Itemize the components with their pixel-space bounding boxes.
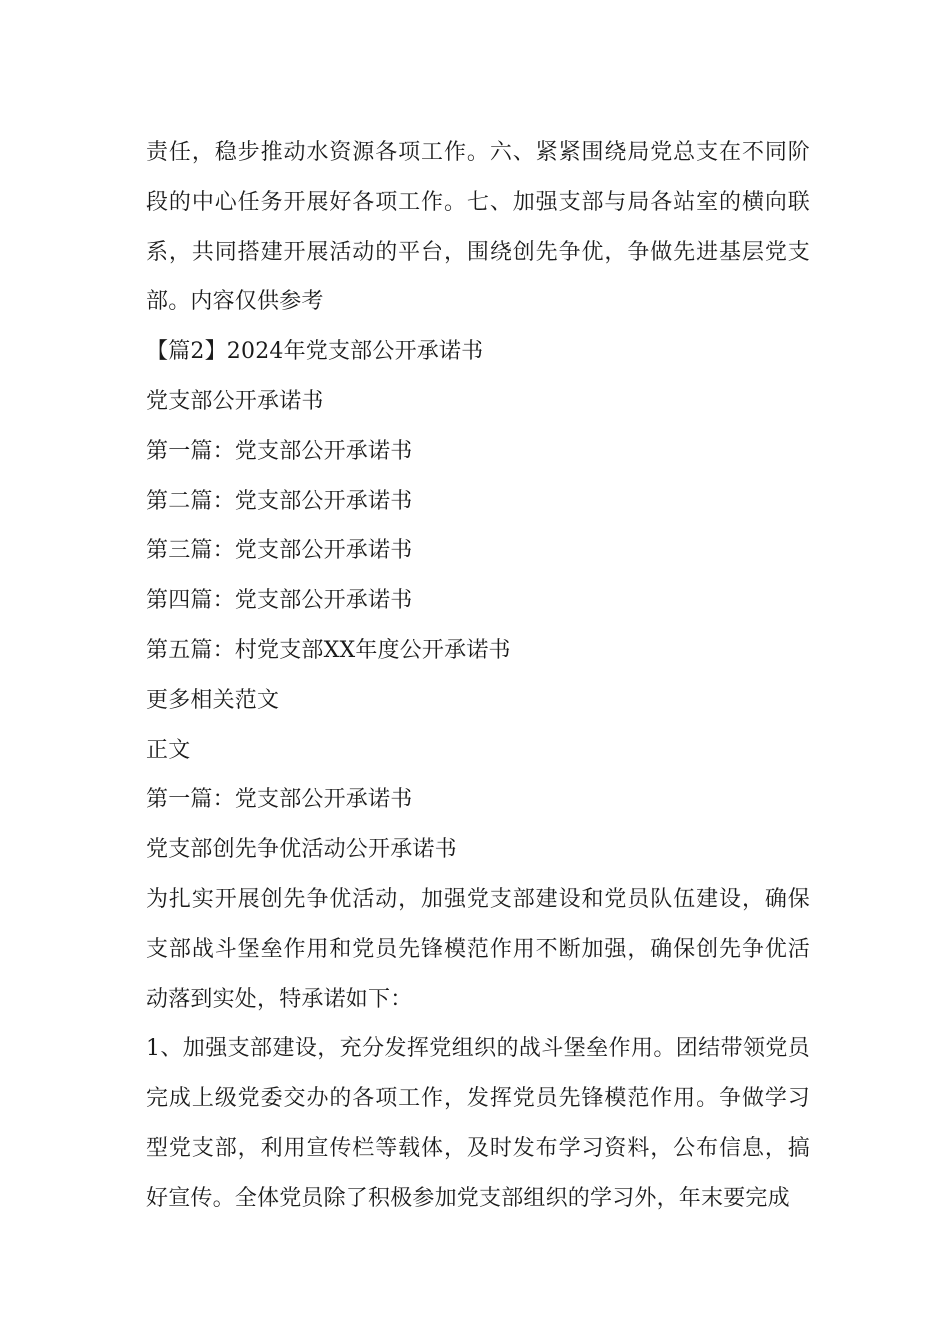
toc-item-1: 第一篇：党支部公开承诺书 [146, 438, 413, 464]
section-heading: 【篇2】2024年党支部公开承诺书 [146, 339, 484, 365]
toc-item-2: 第二篇：党支部公开承诺书 [146, 488, 413, 514]
intro-paragraph: 责任，稳步推动水资源各项工作。六、紧紧围绕局党总支在不同阶段的中心任务开展好各项工作。七、加强支部与局各站室的横向联系，共同搭建开展活动的平台，围绕创先争优，争做先进基层党支部。内容仅供参考 [146, 140, 810, 315]
document-title: 党支部公开承诺书 [146, 388, 324, 414]
first-article-heading: 第一篇：党支部公开承诺书 [146, 787, 413, 813]
item-1-paragraph: 1、加强支部建设，充分发挥党组织的战斗堡垒作用。团结带领党员完成上级党委交办的各项工作，发挥党员先锋模范作用。争做学习型党支部，利用宣传栏等载体，及时发布学习资料，公布信息，搞好宣传。全体党员除了积极参加党支部组织的学习外，年末要完成 [146, 1036, 810, 1211]
document-body [146, 128, 810, 1224]
more-related-label: 更多相关范文 [146, 687, 280, 713]
article-title: 党支部创先争优活动公开承诺书 [146, 837, 457, 863]
toc-item-4: 第四篇：党支部公开承诺书 [146, 588, 413, 614]
toc-item-5: 第五篇：村党支部XX年度公开承诺书 [146, 637, 511, 663]
toc-item-3: 第三篇：党支部公开承诺书 [146, 538, 413, 564]
body-label: 正文 [146, 737, 191, 763]
purpose-paragraph: 为扎实开展创先争优活动，加强党支部建设和党员队伍建设，确保支部战斗堡垒作用和党员先锋模范作用不断加强，确保创先争优活动落到实处，特承诺如下： [146, 886, 810, 1012]
